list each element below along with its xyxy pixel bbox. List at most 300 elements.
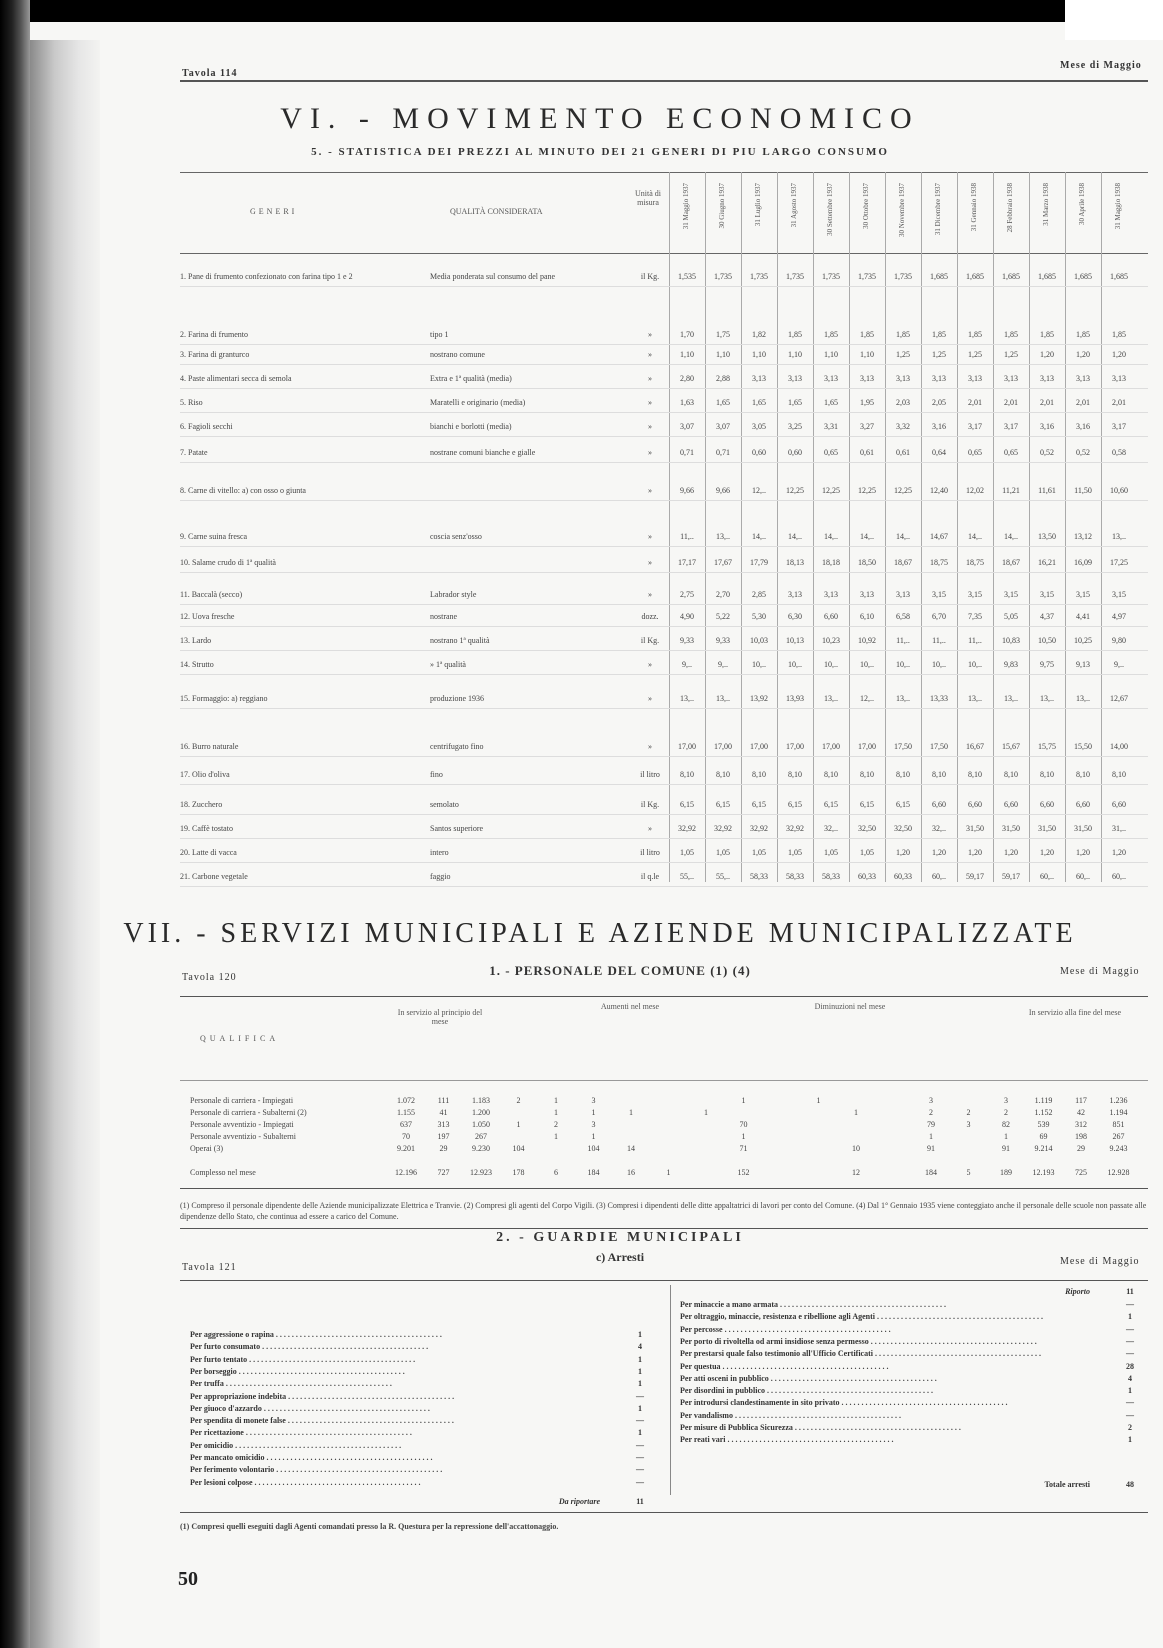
price-cell: 1,685 [1110, 272, 1128, 281]
price-cell: 3,25 [788, 422, 802, 431]
price-cell: 2,03 [896, 398, 910, 407]
row-divider [180, 546, 1148, 547]
price-cell: 32,50 [858, 824, 876, 833]
row-unit: » [648, 448, 652, 457]
price-cell: 11,61 [1038, 486, 1056, 495]
price-cell: 2,88 [716, 374, 730, 383]
section6-subtitle: 5. - STATISTICA DEI PREZZI AL MINUTO DEI 21 GENERI DI PIU LARGO CONSUMO [311, 146, 889, 158]
personnel-cell: 2 [929, 1108, 933, 1117]
price-cell: 6,60 [1076, 800, 1090, 809]
price-cell: 3,16 [1076, 422, 1090, 431]
price-cell: 32,92 [786, 824, 804, 833]
price-cell: 1,63 [680, 398, 694, 407]
personnel-cell: 2 [516, 1096, 521, 1105]
arrest-value: — [636, 1477, 644, 1487]
month-header-label: 30 Novembre 1937 [898, 183, 906, 238]
price-cell: 8,10 [932, 770, 946, 779]
personnel-cell: 12.928 [1107, 1168, 1130, 1177]
price-cell: 18,50 [858, 558, 876, 567]
arrest-label: Per questua . . . . . . . . . . . . . . . . . . . . . . . . . . . . . . . . . . . . . . . . . . [680, 1361, 889, 1371]
row-qualita: nostrano 1ª qualità [430, 636, 490, 645]
guardie-title: 2. - GUARDIE MUNICIPALI [496, 1230, 744, 1245]
price-cell: 4,37 [1040, 612, 1054, 621]
month-header-label: 28 Febbraio 1938 [1006, 183, 1014, 233]
price-cell: 1,20 [932, 848, 946, 857]
price-cell: 1,10 [824, 350, 838, 359]
price-cell: 10,.. [752, 660, 766, 669]
price-cell: 10,50 [1038, 636, 1056, 645]
arrest-value: — [1126, 1398, 1134, 1408]
price-cell: 3,27 [860, 422, 874, 431]
personnel-cell: 3 [929, 1096, 933, 1105]
row-unit: » [648, 422, 652, 431]
row-unit: il litro [640, 770, 660, 779]
price-cell: 1,735 [750, 272, 768, 281]
row-divider [180, 572, 1148, 573]
arrest-value: 1 [638, 1366, 642, 1376]
price-cell: 17,00 [714, 742, 732, 751]
price-cell: 13,.. [716, 694, 730, 703]
personnel-cell: 1 [629, 1108, 633, 1117]
row-qualita: Santos superiore [430, 824, 484, 833]
personnel-cell: 29 [1077, 1144, 1085, 1153]
personnel-cell: 851 [1112, 1120, 1125, 1129]
price-cell: 31,50 [1074, 824, 1092, 833]
arrest-label: Per percosse . . . . . . . . . . . . . . . . . . . . . . . . . . . . . . . . . . . . . . . . . . [680, 1324, 891, 1334]
row-qualita: semolato [430, 800, 459, 809]
price-cell: 1,735 [786, 272, 804, 281]
price-cell: 13,.. [1076, 694, 1090, 703]
price-cell: 1,85 [1076, 330, 1090, 339]
price-cell: 11,.. [896, 636, 910, 645]
price-cell: 3,13 [1076, 374, 1090, 383]
price-cell: 10,.. [788, 660, 802, 669]
column-divider [669, 172, 670, 882]
row-label: Complesso nel mese [190, 1168, 256, 1177]
month-header [1066, 173, 1100, 253]
arrest-label: Per introdursi clandestinamente in sito privato . . . . . . . . . . . . . . . . . . . . . . . . . . . . . . . . . . . . . . . . . . [680, 1398, 1008, 1408]
price-cell: 12,40 [930, 486, 948, 495]
price-cell: 60,.. [932, 872, 946, 881]
price-cell: 12,.. [752, 486, 766, 495]
price-cell: 1,85 [860, 330, 874, 339]
price-cell: 3,15 [1112, 590, 1126, 599]
arrest-label: Per minaccie a mano armata . . . . . . . . . . . . . . . . . . . . . . . . . . . . . . . . . . . . . . . . . . [680, 1300, 947, 1309]
row-divider [180, 412, 1148, 413]
row-divider [180, 708, 1148, 709]
price-cell: 6,60 [1004, 800, 1018, 809]
price-cell: 1,685 [1074, 272, 1092, 281]
row-genere: 16. Burro naturale [180, 742, 239, 751]
row-divider [180, 436, 1148, 437]
month-header-label: 31 Gennaio 1938 [970, 183, 978, 232]
riporto-value: 11 [1126, 1287, 1134, 1296]
price-cell: 15,75 [1038, 742, 1056, 751]
personnel-cell: 1 [554, 1096, 558, 1105]
row-genere: 1. Pane di frumento confezionato con farina tipo 1 e 2 [180, 272, 353, 281]
price-cell: 0,61 [860, 448, 874, 457]
price-cell: 32,.. [824, 824, 838, 833]
arrest-value: 1 [1128, 1386, 1132, 1396]
price-cell: 1,05 [860, 848, 874, 857]
arrest-label: Per lesioni colpose . . . . . . . . . . . . . . . . . . . . . . . . . . . . . . . . . . . . . . . . . . [190, 1477, 421, 1487]
personnel-group-header: In servizio al principio del mese [397, 1008, 483, 1026]
price-cell: 3,07 [680, 422, 694, 431]
row-qualita: bianchi e borlotti (media) [430, 422, 512, 431]
personnel-cell: 91 [927, 1144, 935, 1153]
scan-border-top [0, 0, 1163, 22]
personnel-cell: 1 [816, 1096, 821, 1105]
row-genere: 3. Farina di granturco [180, 350, 250, 359]
price-cell: 14,.. [896, 532, 910, 541]
row-divider [180, 462, 1148, 463]
price-cell: 3,15 [1004, 590, 1018, 599]
price-cell: 9,33 [716, 636, 730, 645]
arrest-label: Per prestarsi quale falso testimonio all'Ufficio Certificati . . . . . . . . . . . . . . . . . . . . . . . . . . . . . . . . . . . . . . . . . . [680, 1349, 1041, 1359]
row-genere: 18. Zucchero [180, 800, 223, 809]
personnel-cell: 637 [400, 1120, 412, 1129]
personnel-cell: 9.230 [472, 1144, 490, 1153]
price-cell: 16,21 [1038, 558, 1056, 567]
price-cell: 6,15 [752, 800, 766, 809]
price-cell: 1,20 [1112, 350, 1126, 359]
price-cell: 9,75 [1040, 660, 1054, 669]
personnel-group-header: Diminuzioni nel mese [814, 1002, 886, 1011]
personnel-cell: 41 [439, 1108, 448, 1117]
personnel-cell: 2 [554, 1120, 558, 1129]
personnel-cell: 313 [437, 1120, 450, 1129]
price-cell: 3,16 [1040, 422, 1054, 431]
price-cell: 18,67 [1002, 558, 1020, 567]
price-cell: 6,60 [1040, 800, 1054, 809]
personnel-cell: 267 [475, 1132, 487, 1141]
personnel-cell: 3 [966, 1120, 971, 1129]
price-cell: 18,18 [822, 558, 840, 567]
price-cell: 6,15 [680, 800, 694, 809]
price-cell: 1,20 [1112, 848, 1126, 857]
arrest-label: Per truffa . . . . . . . . . . . . . . . . . . . . . . . . . . . . . . . . . . . . . . . . . . [190, 1379, 392, 1389]
price-cell: 1,20 [1076, 848, 1090, 857]
price-cell: 1,10 [752, 350, 766, 359]
column-divider [957, 172, 958, 882]
price-cell: 9,80 [1112, 636, 1126, 645]
personnel-cell: 1.236 [1109, 1096, 1128, 1105]
price-cell: 1,05 [824, 848, 838, 857]
price-cell: 2,01 [1040, 398, 1054, 407]
price-cell: 32,92 [750, 824, 768, 833]
price-cell: 10,13 [786, 636, 804, 645]
col-generi: GENERI [250, 207, 298, 216]
personnel-cell: 29 [439, 1144, 448, 1153]
column-divider [1029, 172, 1030, 882]
row-qualita: centrifugato fino [430, 742, 484, 751]
personnel-cell: 117 [1075, 1096, 1087, 1105]
price-cell: 1,25 [968, 350, 982, 359]
arrest-label: Per atti osceni in pubblico . . . . . . . . . . . . . . . . . . . . . . . . . . . . . . . . . . . . . . . . . . [680, 1373, 937, 1383]
arrest-label: Per porto di rivoltella od armi insidiose senza permesso . . . . . . . . . . . . . . . . . . . . . . . . . . . . . . . . . . . . . . . . . . [680, 1336, 1037, 1346]
row-unit: il q.le [640, 872, 660, 881]
section7-month: Mese di Maggio [1060, 966, 1140, 977]
price-cell: 58,33 [822, 872, 840, 881]
arrest-label: Per furto consumato . . . . . . . . . . . . . . . . . . . . . . . . . . . . . . . . . . . . . . . . . . [190, 1342, 429, 1352]
personnel-cell: 1 [516, 1120, 521, 1129]
row-genere: 20. Latte di vacca [180, 848, 237, 857]
price-cell: 8,10 [896, 770, 910, 779]
price-cell: 0,52 [1076, 448, 1090, 457]
price-cell: 12,25 [822, 486, 840, 495]
price-cell: 32,92 [714, 824, 732, 833]
price-cell: 9,83 [1004, 660, 1018, 669]
price-cell: 1,10 [860, 350, 874, 359]
price-cell: 1,25 [932, 350, 946, 359]
price-cell: 15,67 [1002, 742, 1020, 751]
personnel-cell: 1 [554, 1108, 558, 1117]
month-header [922, 173, 956, 253]
price-cell: 3,05 [752, 422, 766, 431]
price-cell: 16,67 [966, 742, 984, 751]
price-cell: 0,61 [896, 448, 910, 457]
price-cell: 3,17 [1112, 422, 1126, 431]
personnel-cell: 1.119 [1034, 1096, 1053, 1105]
price-cell: 1,10 [788, 350, 802, 359]
arrest-value: 4 [1128, 1373, 1132, 1383]
month-header [814, 173, 848, 253]
price-cell: 18,75 [966, 558, 984, 567]
personnel-cell: 197 [437, 1132, 450, 1141]
arrest-value: — [636, 1391, 644, 1401]
personnel-cell: 198 [1075, 1132, 1087, 1141]
price-cell: 10,03 [750, 636, 768, 645]
price-cell: 60,.. [1112, 872, 1126, 881]
arrest-value: 1 [1128, 1312, 1132, 1322]
price-cell: 10,60 [1110, 486, 1128, 495]
arrest-value: 1 [638, 1403, 642, 1413]
month-header-label: 31 Agosto 1937 [790, 183, 798, 228]
price-cell: 2,70 [716, 590, 730, 599]
price-cell: 13,.. [1004, 694, 1018, 703]
price-cell: 1,65 [752, 398, 766, 407]
row-qualita: produzione 1936 [430, 694, 484, 703]
row-genere: 17. Olio d'oliva [180, 770, 230, 779]
row-genere: 8. Carne di vitello: a) con osso o giunta [180, 486, 306, 495]
arrest-value: 28 [1126, 1361, 1134, 1371]
price-cell: 6,15 [860, 800, 874, 809]
personnel-cell: 14 [627, 1144, 635, 1153]
personnel-cell: 2 [966, 1108, 971, 1117]
row-unit: » [648, 330, 652, 339]
price-cell: 0,65 [1004, 448, 1018, 457]
personnel-cell: 9.214 [1034, 1144, 1053, 1153]
personnel-cell: 1 [591, 1108, 596, 1117]
price-cell: 0,65 [824, 448, 838, 457]
price-cell: 8,10 [968, 770, 982, 779]
price-cell: 12,25 [894, 486, 912, 495]
price-cell: 9,.. [1114, 660, 1124, 669]
price-cell: 1,65 [788, 398, 802, 407]
price-cell: 8,10 [752, 770, 766, 779]
row-label: Personale avventizio - Impiegati [190, 1120, 294, 1129]
tavola-120-label: Tavola 120 [182, 972, 237, 983]
personnel-cell: 71 [739, 1144, 748, 1153]
row-genere: 7. Patate [180, 448, 208, 457]
row-genere: 14. Strutto [180, 660, 214, 669]
price-cell: 0,65 [968, 448, 982, 457]
personnel-cell: 1.194 [1109, 1108, 1128, 1117]
price-cell: 0,71 [680, 448, 694, 457]
price-cell: 60,.. [1076, 872, 1090, 881]
row-genere: 21. Carbone vegetale [180, 872, 248, 881]
price-cell: 60,.. [1040, 872, 1054, 881]
price-cell: 3,07 [716, 422, 730, 431]
price-cell: 6,30 [788, 612, 802, 621]
row-qualita: nostrane comuni bianche e gialle [430, 448, 536, 457]
personnel-cell: 727 [437, 1168, 450, 1177]
price-cell: 12,.. [860, 694, 874, 703]
price-cell: 8,10 [788, 770, 802, 779]
month-header-label: 30 Aprile 1938 [1078, 183, 1086, 225]
personnel-cell: 1 [666, 1168, 671, 1177]
price-cell: 1,20 [896, 848, 910, 857]
price-cell: 3,13 [824, 590, 838, 599]
personnel-cell: 12.923 [470, 1168, 492, 1177]
price-cell: 11,.. [932, 636, 946, 645]
price-cell: 3,13 [788, 590, 802, 599]
guardie-top-rule [180, 1228, 1148, 1229]
price-cell: 17,00 [786, 742, 804, 751]
price-cell: 60,33 [894, 872, 912, 881]
arrests-bottom-rule [180, 1512, 1148, 1513]
price-cell: 1,10 [680, 350, 694, 359]
price-cell: 8,10 [1112, 770, 1126, 779]
month-header-label: 31 Maggio 1938 [1114, 183, 1122, 230]
month-header [706, 173, 740, 253]
row-qualita: nostrane [430, 612, 458, 621]
price-cell: 1,20 [1040, 350, 1054, 359]
guardie-month: Mese di Maggio [1060, 1256, 1140, 1267]
price-cell: 2,05 [932, 398, 946, 407]
month-header [850, 173, 884, 253]
personnel-cell: 3 [1004, 1096, 1008, 1105]
price-cell: 6,15 [824, 800, 838, 809]
price-cell: 3,13 [896, 374, 910, 383]
price-cell: 4,90 [680, 612, 694, 621]
price-cell: 3,13 [1004, 374, 1018, 383]
price-table-header [180, 172, 1148, 254]
row-divider [180, 650, 1148, 651]
guardie-subtitle: c) Arresti [595, 1250, 645, 1264]
month-label: Mese di Maggio [1060, 60, 1142, 71]
row-qualita: intero [430, 848, 449, 857]
price-cell: 17,50 [930, 742, 948, 751]
binding-gutter [30, 40, 100, 1648]
row-divider [180, 862, 1148, 863]
price-cell: 17,00 [822, 742, 840, 751]
price-cell: 16,09 [1074, 558, 1092, 567]
price-cell: 9,13 [1076, 660, 1090, 669]
month-header [1030, 173, 1064, 253]
price-cell: 17,67 [714, 558, 732, 567]
personnel-cell: 9.243 [1109, 1144, 1128, 1153]
row-genere: 9. Carne suina fresca [180, 532, 248, 541]
personnel-cell: 16 [627, 1168, 635, 1177]
arrest-label: Per ferimento volontario . . . . . . . . . . . . . . . . . . . . . . . . . . . . . . . . . . . . . . . . . . [190, 1465, 443, 1475]
price-cell: 0,58 [1112, 448, 1126, 457]
arrest-value: — [1126, 1336, 1134, 1346]
price-cell: 13,12 [1074, 532, 1092, 541]
price-cell: 10,.. [860, 660, 874, 669]
row-divider [180, 626, 1148, 627]
row-divider [180, 756, 1148, 757]
price-cell: 1,95 [860, 398, 874, 407]
personnel-cell: 42 [1077, 1108, 1085, 1117]
price-cell: 11,50 [1074, 486, 1092, 495]
row-qualita: tipo 1 [430, 330, 449, 339]
personnel-group-header: In servizio alla fine del mese [1028, 1008, 1122, 1017]
guardie-head-rule [180, 1280, 1148, 1281]
price-cell: 10,.. [968, 660, 982, 669]
arrest-label: Per ricettazione . . . . . . . . . . . . . . . . . . . . . . . . . . . . . . . . . . . . . . . . . . [190, 1428, 412, 1438]
price-cell: 6,60 [1112, 800, 1126, 809]
personnel-cell: 12.196 [395, 1168, 417, 1177]
personnel-cell: 1.155 [397, 1108, 415, 1117]
price-cell: 58,33 [786, 872, 804, 881]
column-divider [777, 172, 778, 882]
price-cell: 14,.. [752, 532, 766, 541]
price-cell: 1,05 [716, 848, 730, 857]
price-cell: 3,13 [860, 374, 874, 383]
price-cell: 17,00 [750, 742, 768, 751]
price-cell: 1,85 [896, 330, 910, 339]
price-cell: 1,20 [968, 848, 982, 857]
personnel-cell: 178 [512, 1168, 525, 1177]
price-cell: 59,17 [1002, 872, 1020, 881]
arrest-value: 1 [638, 1330, 642, 1339]
price-cell: 18,13 [786, 558, 804, 567]
price-cell: 2,01 [1076, 398, 1090, 407]
month-header-label: 31 Dicembre 1937 [934, 183, 942, 236]
price-cell: 12,25 [858, 486, 876, 495]
row-genere: 2. Farina di frumento [180, 330, 248, 339]
price-cell: 1,85 [968, 330, 982, 339]
row-label: Operai (3) [190, 1144, 224, 1153]
price-cell: 3,13 [824, 374, 838, 383]
price-cell: 3,13 [1040, 374, 1054, 383]
row-label: Personale avventizio - Subalterni [190, 1132, 296, 1141]
arrest-label: Per borseggio . . . . . . . . . . . . . . . . . . . . . . . . . . . . . . . . . . . . . . . . . . [190, 1366, 405, 1376]
row-divider [180, 838, 1148, 839]
personnel-cell: 6 [554, 1168, 558, 1177]
column-divider [705, 172, 706, 882]
row-unit: » [648, 374, 652, 383]
price-cell: 0,60 [788, 448, 802, 457]
row-qualita: nostrano comune [430, 350, 485, 359]
price-cell: 9,66 [680, 486, 694, 495]
row-divider [180, 364, 1148, 365]
price-cell: 13,.. [968, 694, 982, 703]
personnel-cell: 184 [587, 1168, 600, 1177]
row-divider [180, 344, 1148, 345]
price-cell: 31,50 [1002, 824, 1020, 833]
price-cell: 1,05 [752, 848, 766, 857]
price-cell: 2,85 [752, 590, 766, 599]
price-cell: 12,02 [966, 486, 984, 495]
price-cell: 0,60 [752, 448, 766, 457]
price-cell: 3,13 [896, 590, 910, 599]
column-divider [885, 172, 886, 882]
arrest-value: 4 [638, 1342, 642, 1352]
price-cell: 1,735 [894, 272, 912, 281]
price-cell: 13,.. [1112, 532, 1126, 541]
